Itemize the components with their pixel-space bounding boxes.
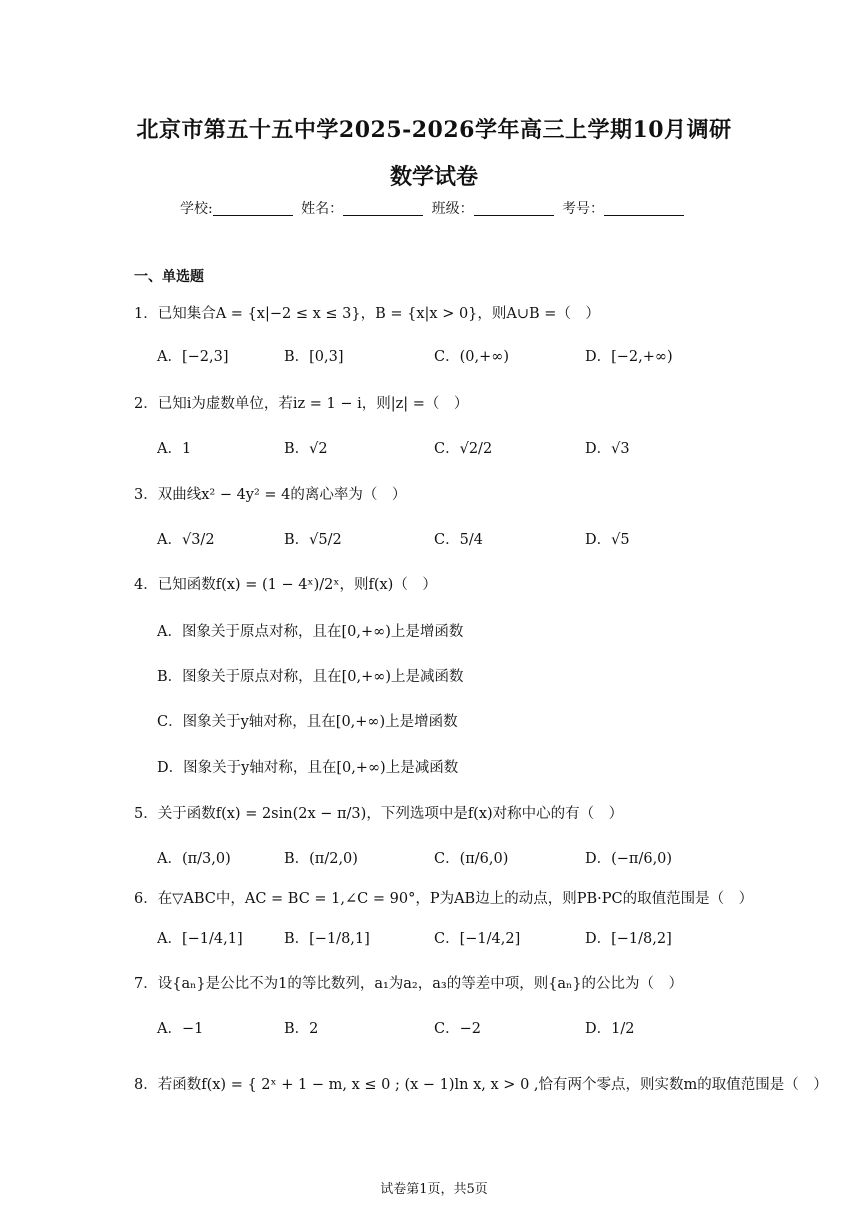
- question-8-stem: 8．若函数f(x) = { 2ˣ + 1 − m, x ≤ 0 ; (x − 1)ln x, x > 0 ,恰有两个零点，则实数m的取值范围是（ ）: [134, 1077, 828, 1093]
- question-4-option-a[interactable]: A．图象关于原点对称，且在[0,+∞)上是增函数: [157, 624, 464, 640]
- exam-subtitle: 数学试卷: [389, 164, 478, 190]
- question-5-option-a[interactable]: A．(π/3,0): [157, 851, 231, 867]
- question-7-option-c[interactable]: C．−2: [434, 1021, 481, 1037]
- question-1-option-a[interactable]: A．[−2,3]: [157, 349, 229, 365]
- question-6-option-c[interactable]: C．[−1/4,2]: [434, 931, 521, 947]
- question-2-stem: 2．已知i为虚数单位，若iz = 1 − i，则|z| =（ ）: [134, 396, 469, 412]
- question-7-option-a[interactable]: A．−1: [157, 1021, 204, 1037]
- page-footer: 试卷第1页，共5页: [380, 1182, 488, 1197]
- question-2-option-b[interactable]: B．√2: [284, 441, 328, 457]
- question-3-option-c[interactable]: C．5/4: [434, 532, 483, 548]
- question-7-stem: 7．设{aₙ}是公比不为1的等比数列，a₁为a₂，a₃的等差中项，则{aₙ}的公比为（ ）: [134, 976, 684, 992]
- question-3-stem: 3．双曲线x² − 4y² = 4的离心率为（ ）: [134, 487, 407, 503]
- id-blank[interactable]: [604, 201, 684, 216]
- question-7-option-b[interactable]: B．2: [284, 1021, 319, 1037]
- class-label: 班级：: [431, 201, 474, 217]
- school-blank[interactable]: [213, 201, 293, 216]
- school-label: 学校:: [179, 201, 213, 217]
- question-1-option-c[interactable]: C．(0,+∞): [434, 349, 509, 365]
- class-blank[interactable]: [474, 201, 554, 216]
- student-info-line: [0, 198, 868, 218]
- question-3-option-a[interactable]: A．√3/2: [157, 532, 215, 548]
- question-5-option-b[interactable]: B．(π/2,0): [284, 851, 358, 867]
- question-5-option-d[interactable]: D．(−π/6,0): [585, 851, 673, 867]
- question-2-option-c[interactable]: C．√2/2: [434, 441, 493, 457]
- question-4-option-b[interactable]: B．图象关于原点对称，且在[0,+∞)上是减函数: [157, 669, 464, 685]
- exam-title: 北京市第五十五中学2025-2026学年高三上学期10月调研: [136, 117, 732, 143]
- question-6-option-b[interactable]: B．[−1/8,1]: [284, 931, 370, 947]
- question-1-option-d[interactable]: D．[−2,+∞): [585, 349, 673, 365]
- name-blank[interactable]: [343, 201, 423, 216]
- name-label: 姓名：: [301, 201, 344, 217]
- question-4-option-d[interactable]: D．图象关于y轴对称，且在[0,+∞)上是减函数: [157, 760, 459, 776]
- question-4-option-c[interactable]: C．图象关于y轴对称，且在[0,+∞)上是增函数: [157, 714, 458, 730]
- question-4-stem: 4．已知函数f(x) = (1 − 4ˣ)/2ˣ，则f(x)（ ）: [134, 577, 437, 593]
- question-6-stem: 6．在▽ABC中，AC = BC = 1,∠C = 90°，P为AB边上的动点，则PB·PC的取值范围是（ ）: [134, 891, 754, 907]
- question-5-option-c[interactable]: C．(π/6,0): [434, 851, 509, 867]
- question-1-stem: 1．已知集合A = {x|−2 ≤ x ≤ 3}，B = {x|x > 0}，则A∪B =（ ）: [134, 306, 600, 322]
- question-3-option-b[interactable]: B．√5/2: [284, 532, 342, 548]
- question-2-option-a[interactable]: A．1: [157, 441, 192, 457]
- question-1-option-b[interactable]: B．[0,3]: [284, 349, 344, 365]
- question-5-stem: 5．关于函数f(x) = 2sin(2x − π/3)，下列选项中是f(x)对称中心的有（ ）: [134, 806, 624, 822]
- question-3-option-d[interactable]: D．√5: [585, 532, 630, 548]
- question-6-option-a[interactable]: A．[−1/4,1]: [157, 931, 243, 947]
- question-7-option-d[interactable]: D．1/2: [585, 1021, 635, 1037]
- question-6-option-d[interactable]: D．[−1/8,2]: [585, 931, 672, 947]
- section-title: 一、单选题: [134, 269, 204, 285]
- question-2-option-d[interactable]: D．√3: [585, 441, 630, 457]
- id-label: 考号：: [562, 201, 605, 217]
